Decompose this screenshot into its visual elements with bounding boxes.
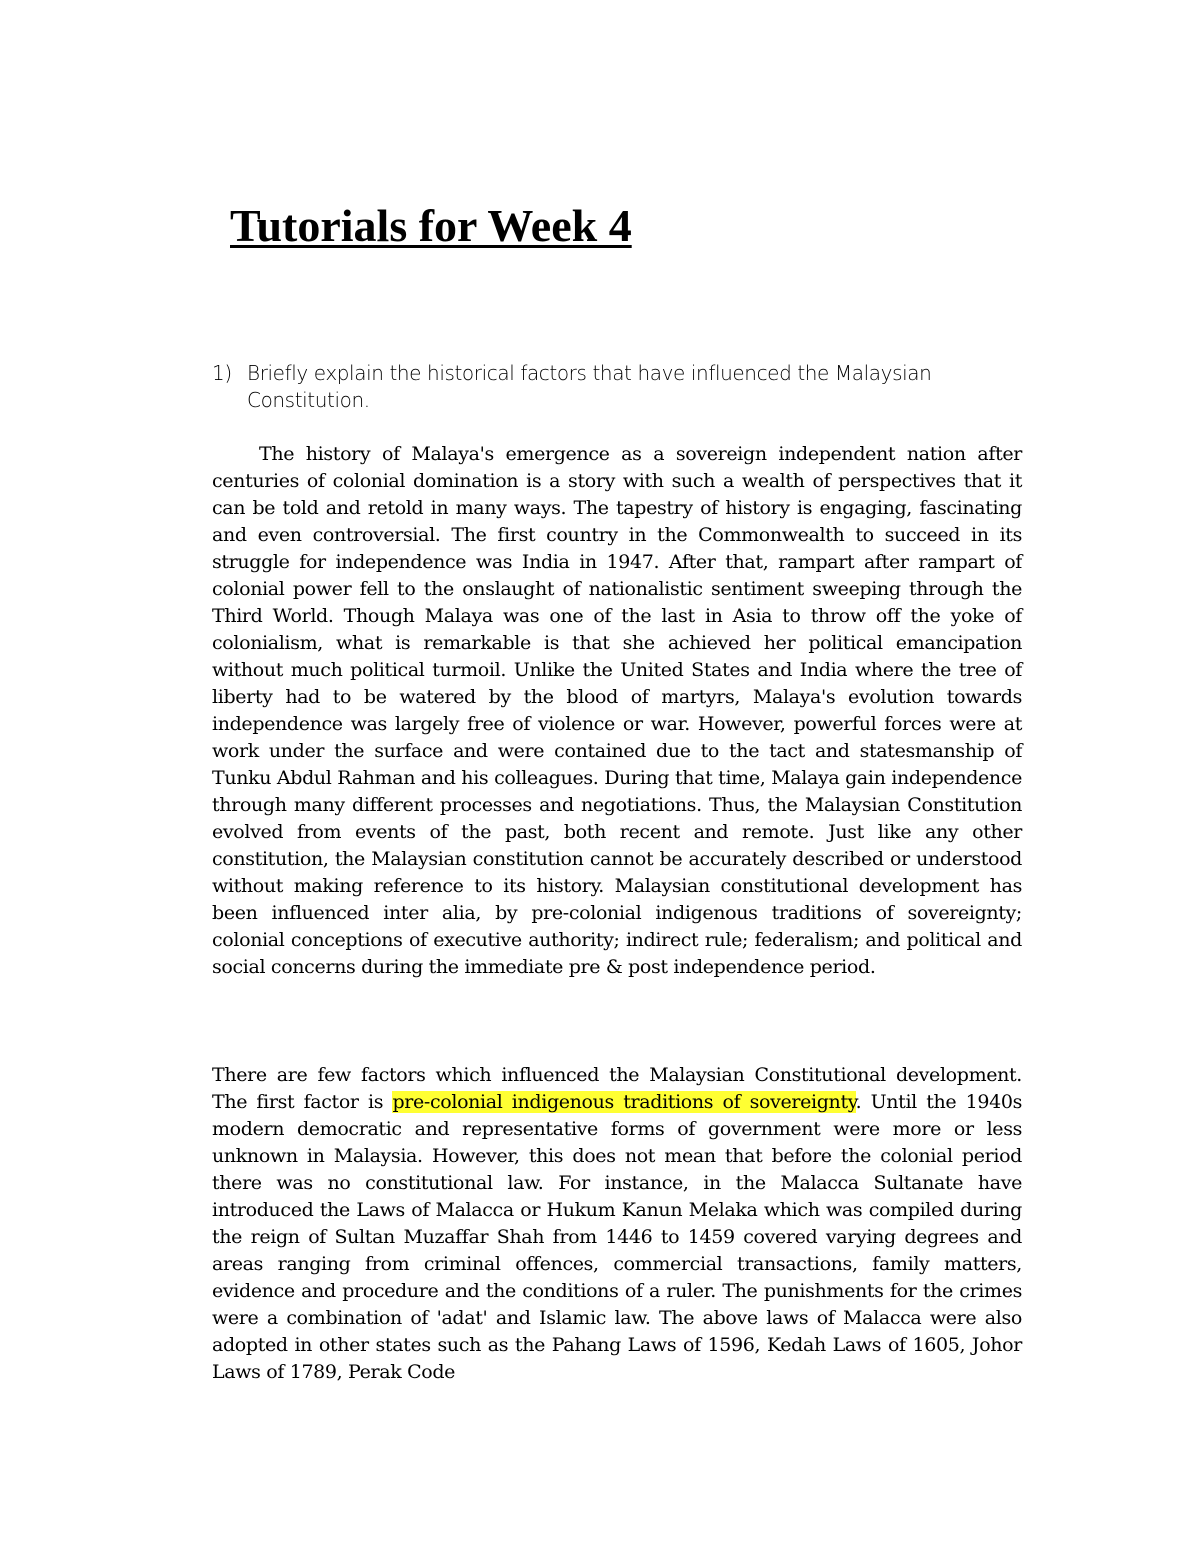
paragraph-factors-intro: There are few factors which influenced the Malaysian Constitutional development. The first factor is [212,1064,1022,1113]
page-title: Tutorials for Week 4 [230,200,632,251]
question-text: Briefly explain the historical factors that have influenced the Malaysian Constitution. [247,361,932,412]
question-number: 1) [212,361,232,385]
paragraph-factors [212,1062,1022,1386]
paragraph-history: The history of Malaya's emergence as a sovereign independent nation after centuries of colonial domination is a story with such a wealth of perspectives that it can be told and retold in many ways. The tapestry of history is engaging, fascinating and even controversial. The first country in the Commonwealth to succeed in its struggle for independence was India in 1947. After that, rampart after rampart of colonial power fell to the onslaught of nationalistic sentiment sweeping through the Third World. Though Malaya was one of the last in Asia to throw off the yoke of colonialism, what is remarkable is that she achieved her political emancipation without much political turmoil. Unlike the United States and India where the tree of liberty had to be watered by the blood of martyrs, Malaya's evolution towards independence was largely free of violence or war. However, powerful forces were at work under the surface and were contained due to the tact and statesmanship of Tunku Abdul Rahman and his colleagues. During that time, Malaya gain independence through many different processes and negotiations. Thus, the Malaysian Constitution evolved from events of the past, both recent and remote. Just like any other constitution, the Malaysian constitution cannot be accurately described or understood without making reference to its history. Malaysian constitutional development has been influenced inter alia, by pre-colonial indigenous traditions of sovereignty; colonial conceptions of executive authority; indirect rule; federalism; and political and social concerns during the immediate pre & post independence period. [212,443,1022,978]
highlighted-phrase: pre-colonial indigenous traditions of sovereignty [392,1091,856,1113]
paragraph-factors-body: . Until the 1940s modern democratic and representative forms of government were more or less unknown in Malaysia. However, this does not mean that before the colonial period there was no constitutional law. For instance, in the Malacca Sultanate have introduced the Laws of Malacca or Hukum Kanun Melaka which was compiled during the reign of Sultan Muzaffar Shah from 1446 to 1459 covered varying degrees and areas ranging from criminal offences, commercial transactions, family matters, evidence and procedure and the conditions of a ruler. The punishments for the crimes were a combination of 'adat' and Islamic law. The above laws of Malacca were also adopted in other states such as the Pahang Laws of 1596, Kedah Laws of 1605, Johor Laws of 1789, Perak Code [212,1091,1022,1383]
